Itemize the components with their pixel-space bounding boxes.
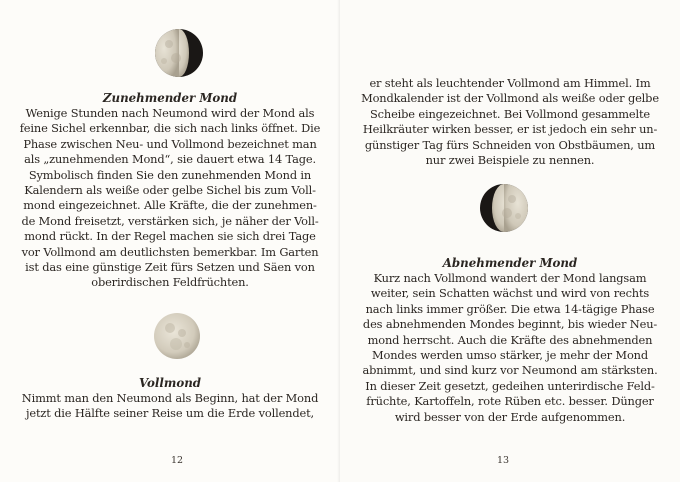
text-line: In dieser Zeit gesetzt, gedeihen unterirdische Feld- <box>365 378 655 393</box>
text-line: mond eingezeichnet. Alle Kräfte, die der zunehmen- <box>23 198 317 213</box>
text-line: oberirdischen Feldfrüchten. <box>91 275 249 290</box>
text-line: feine Sichel erkennbar, die sich nach links öffnet. Die <box>19 121 321 136</box>
full-moon-paragraph <box>0 391 340 422</box>
full-moon-continued-paragraph <box>340 76 680 168</box>
text-line: Kalendern als weiße oder gelbe Sichel bis zum Voll- <box>24 183 316 198</box>
text-line: des abnehmenden Mondes beginnt, bis wieder Neu- <box>362 317 658 332</box>
text-line: als „zunehmenden Mond“, sie dauert etwa 14 Tage. <box>24 152 316 167</box>
text-line: weiter, sein Schatten wächst und wird von rechts <box>370 286 650 301</box>
page-number: 13 <box>496 455 510 466</box>
text-line: nur zwei Beispiele zu nennen. <box>425 153 595 168</box>
text-line: Heilkräuter wirken besser, er ist jedoch ein sehr un- <box>362 122 658 137</box>
right-page <box>340 0 680 482</box>
page-number: 12 <box>170 455 184 466</box>
waning-paragraph <box>340 271 680 425</box>
waxing-heading: Zunehmender Mond <box>102 91 238 105</box>
text-line: wird besser von der Erde aufgenommen. <box>394 409 626 424</box>
full-moon-heading: Vollmond <box>138 376 202 390</box>
text-line: Mondkalender ist der Vollmond als weiße oder gelbe <box>361 91 659 106</box>
text-line: ist das eine günstige Zeit fürs Setzen und Säen von <box>25 260 315 275</box>
text-line: Scheibe eingezeichnet. Bei Vollmond gesammelte <box>370 106 650 121</box>
waxing-moon-icon <box>154 28 204 78</box>
text-line: Nimmt man den Neumond als Beginn, hat der Mond <box>21 391 319 405</box>
text-line: abnimmt, und sind kurz vor Neumond am stärksten. <box>362 363 658 378</box>
full-moon-icon <box>152 311 202 361</box>
text-line: früchte, Kartoffeln, rote Rüben etc. besser. Dünger <box>366 394 654 409</box>
text-line: er steht als leuchtender Vollmond am Himmel. Im <box>369 76 651 90</box>
text-line: jetzt die Hälfte seiner Reise um die Erde vollendet, <box>26 406 314 421</box>
text-line: Symbolisch finden Sie den zunehmenden Mond in <box>28 167 312 182</box>
text-line: mond herrscht. Auch die Kräfte des abnehmenden <box>367 332 653 347</box>
waxing-paragraph <box>0 106 340 291</box>
text-line: Wenige Stunden nach Neumond wird der Mond als <box>25 106 315 120</box>
text-line: Mondes werden umso stärker, je mehr der Mond <box>372 348 648 363</box>
text-line: nach links immer größer. Die etwa 14-tägige Phase <box>365 301 655 316</box>
text-line: vor Vollmond am deutlichsten bemerkbar. Im Garten <box>21 244 319 259</box>
waning-moon-icon <box>479 183 529 233</box>
text-line: günstiger Tag fürs Schneiden von Obstbäumen, um <box>364 137 656 152</box>
text-line: de Mond freisetzt, verstärken sich, je näher der Voll- <box>21 213 319 228</box>
waning-heading: Abnehmender Mond <box>442 256 578 270</box>
text-line: Phase zwischen Neu- und Vollmond bezeichnet man <box>23 136 317 151</box>
text-line: Kurz nach Vollmond wandert der Mond langsam <box>373 271 647 285</box>
text-line: mond rückt. In der Regel machen sie sich drei Tage <box>24 229 316 244</box>
